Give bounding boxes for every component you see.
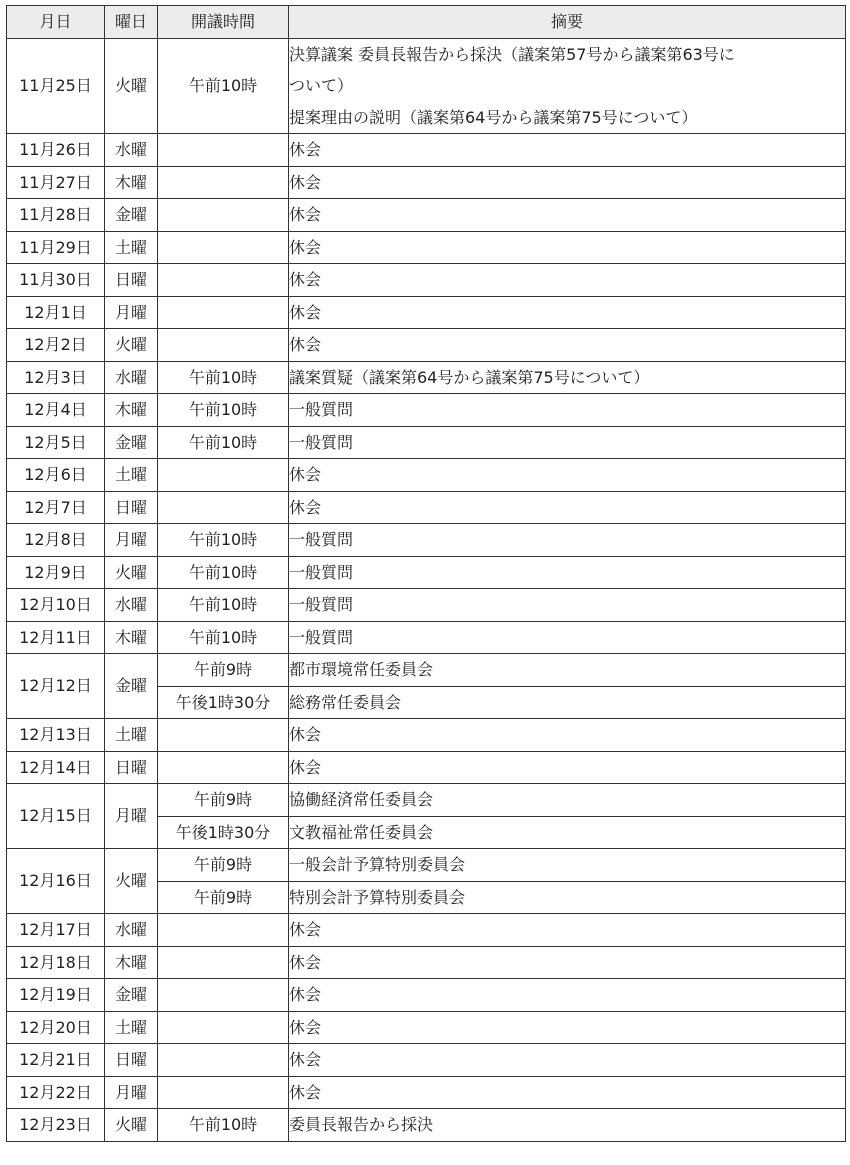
session-schedule-table	[6, 5, 846, 1142]
table-row	[7, 296, 846, 329]
date-cell: 12月9日	[7, 556, 105, 589]
date-cell: 11月26日	[7, 134, 105, 167]
time-cell: 午前10時	[158, 621, 289, 654]
header-row	[7, 6, 846, 39]
time-cell	[158, 231, 289, 264]
table-row	[7, 719, 846, 752]
summary-cell	[289, 784, 846, 817]
date-cell: 12月20日	[7, 1011, 105, 1044]
table-row	[7, 426, 846, 459]
summary-line: 一般質問	[289, 400, 354, 419]
summary-cell	[289, 394, 846, 427]
table-row	[7, 199, 846, 232]
weekday-cell: 火曜	[105, 556, 158, 589]
time-cell	[158, 979, 289, 1012]
weekday-cell: 水曜	[105, 134, 158, 167]
table-row	[7, 524, 846, 557]
summary-line: 一般質問	[289, 562, 354, 582]
summary-line: 都市環境常任委員会	[289, 660, 434, 679]
time-cell	[158, 719, 289, 752]
weekday-cell: 水曜	[105, 361, 158, 394]
time-cell: 午前10時	[158, 524, 289, 557]
date-cell: 12月17日	[7, 914, 105, 947]
summary-line: 一般質問	[289, 530, 354, 549]
date-cell: 12月23日	[7, 1109, 105, 1142]
date-cell: 12月11日	[7, 621, 105, 654]
time-cell: 午後1時30分	[158, 686, 289, 719]
weekday-cell: 月曜	[105, 1076, 158, 1109]
weekday-cell: 土曜	[105, 1011, 158, 1044]
date-cell: 12月4日	[7, 394, 105, 427]
time-cell: 午前10時	[158, 38, 289, 134]
summary-cell	[289, 686, 846, 719]
summary-cell	[289, 1044, 846, 1077]
header-summary: 摘要	[289, 6, 846, 39]
summary-line: 休会	[289, 952, 322, 972]
date-cell: 12月6日	[7, 459, 105, 492]
time-cell: 午前9時	[158, 654, 289, 687]
table-row	[7, 361, 846, 394]
header-date: 月日	[7, 6, 105, 39]
date-cell: 11月29日	[7, 231, 105, 264]
table-row	[7, 621, 846, 654]
table-row	[7, 784, 846, 817]
time-cell: 午前9時	[158, 784, 289, 817]
date-cell: 12月19日	[7, 979, 105, 1012]
summary-line: 議案質疑（議案第64号から議案第75号について）	[289, 367, 650, 387]
weekday-cell: 月曜	[105, 524, 158, 557]
weekday-cell: 土曜	[105, 459, 158, 492]
summary-cell	[289, 296, 846, 329]
summary-cell	[289, 361, 846, 394]
time-cell: 午前10時	[158, 556, 289, 589]
weekday-cell: 日曜	[105, 264, 158, 297]
date-cell: 11月28日	[7, 199, 105, 232]
time-cell: 午前10時	[158, 589, 289, 622]
summary-line: 文教福祉常任委員会	[289, 822, 434, 842]
table-row	[7, 166, 846, 199]
summary-cell	[289, 914, 846, 947]
weekday-cell: 土曜	[105, 719, 158, 752]
summary-cell	[289, 816, 846, 849]
time-cell	[158, 751, 289, 784]
table-row	[7, 231, 846, 264]
weekday-cell: 木曜	[105, 394, 158, 427]
table-row	[7, 1109, 846, 1142]
date-cell: 11月25日	[7, 38, 105, 134]
table-row	[7, 1011, 846, 1044]
summary-line: 協働経済常任委員会	[289, 790, 434, 809]
time-cell	[158, 264, 289, 297]
time-cell	[158, 1011, 289, 1044]
table-row	[7, 751, 846, 784]
table-row	[7, 654, 846, 687]
table-row	[7, 38, 846, 134]
summary-line: 一般質問	[289, 432, 354, 452]
weekday-cell: 火曜	[105, 849, 158, 914]
weekday-cell: 木曜	[105, 621, 158, 654]
summary-cell	[289, 1109, 846, 1142]
weekday-cell: 水曜	[105, 589, 158, 622]
summary-cell	[289, 1076, 846, 1109]
date-cell: 12月8日	[7, 524, 105, 557]
summary-line: 休会	[289, 270, 322, 289]
date-cell: 12月10日	[7, 589, 105, 622]
summary-cell	[289, 264, 846, 297]
weekday-cell: 金曜	[105, 426, 158, 459]
summary-cell	[289, 1011, 846, 1044]
date-cell: 12月7日	[7, 491, 105, 524]
date-cell: 12月22日	[7, 1076, 105, 1109]
time-cell: 午前10時	[158, 361, 289, 394]
summary-cell	[289, 589, 846, 622]
header-time: 開議時間	[158, 6, 289, 39]
schedule-body	[7, 38, 846, 1141]
summary-line: 休会	[289, 302, 322, 322]
summary-cell	[289, 426, 846, 459]
time-cell	[158, 1044, 289, 1077]
summary-line: 一般質問	[289, 595, 354, 614]
summary-line: 休会	[289, 1082, 322, 1102]
summary-line: 休会	[289, 920, 322, 939]
time-cell	[158, 459, 289, 492]
summary-line: 休会	[289, 1017, 322, 1037]
weekday-cell: 土曜	[105, 231, 158, 264]
table-row	[7, 556, 846, 589]
date-cell: 12月15日	[7, 784, 105, 849]
weekday-cell: 月曜	[105, 784, 158, 849]
date-cell: 12月21日	[7, 1044, 105, 1077]
summary-line: 特別会計予算特別委員会	[289, 887, 466, 907]
table-row	[7, 849, 846, 882]
table-row	[7, 491, 846, 524]
summary-line: 休会	[289, 985, 322, 1004]
weekday-cell: 木曜	[105, 946, 158, 979]
summary-cell	[289, 524, 846, 557]
summary-cell	[289, 38, 846, 134]
time-cell	[158, 329, 289, 362]
date-cell: 12月5日	[7, 426, 105, 459]
summary-cell	[289, 134, 846, 167]
weekday-cell: 金曜	[105, 199, 158, 232]
table-row	[7, 1044, 846, 1077]
time-cell	[158, 1076, 289, 1109]
weekday-cell: 火曜	[105, 329, 158, 362]
summary-cell	[289, 849, 846, 882]
time-cell: 午前9時	[158, 881, 289, 914]
table-row	[7, 134, 846, 167]
summary-line: 休会	[289, 497, 322, 517]
summary-cell	[289, 946, 846, 979]
header-weekday: 曜日	[105, 6, 158, 39]
weekday-cell: 水曜	[105, 914, 158, 947]
table-row	[7, 459, 846, 492]
time-cell: 午後1時30分	[158, 816, 289, 849]
summary-cell	[289, 621, 846, 654]
summary-line: 決算議案 委員長報告から採決（議案第57号から議案第63号に	[289, 44, 735, 64]
time-cell	[158, 166, 289, 199]
time-cell: 午前9時	[158, 849, 289, 882]
summary-cell	[289, 199, 846, 232]
table-row	[7, 979, 846, 1012]
summary-cell	[289, 556, 846, 589]
summary-cell	[289, 751, 846, 784]
time-cell: 午前10時	[158, 426, 289, 459]
date-cell: 12月2日	[7, 329, 105, 362]
table-row	[7, 1076, 846, 1109]
summary-line: 提案理由の説明（議案第64号から議案第75号について）	[289, 107, 698, 127]
summary-line: 委員長報告から採決	[289, 1115, 434, 1134]
summary-line: 休会	[289, 1050, 322, 1069]
weekday-cell: 金曜	[105, 979, 158, 1012]
weekday-cell: 日曜	[105, 1044, 158, 1077]
date-cell: 12月1日	[7, 296, 105, 329]
time-cell: 午前10時	[158, 394, 289, 427]
summary-line: 休会	[289, 205, 322, 224]
table-row	[7, 264, 846, 297]
summary-line: 休会	[289, 237, 322, 257]
summary-cell	[289, 166, 846, 199]
weekday-cell: 月曜	[105, 296, 158, 329]
time-cell	[158, 946, 289, 979]
weekday-cell: 日曜	[105, 491, 158, 524]
weekday-cell: 金曜	[105, 654, 158, 719]
summary-cell	[289, 329, 846, 362]
weekday-cell: 日曜	[105, 751, 158, 784]
date-cell: 12月12日	[7, 654, 105, 719]
time-cell	[158, 296, 289, 329]
summary-line: ついて）	[289, 76, 354, 95]
time-cell	[158, 199, 289, 232]
time-cell: 午前10時	[158, 1109, 289, 1142]
summary-cell	[289, 491, 846, 524]
time-cell	[158, 491, 289, 524]
summary-line: 休会	[289, 335, 322, 354]
summary-cell	[289, 719, 846, 752]
weekday-cell: 火曜	[105, 38, 158, 134]
date-cell: 12月18日	[7, 946, 105, 979]
date-cell: 12月13日	[7, 719, 105, 752]
summary-line: 休会	[289, 465, 322, 484]
summary-line: 休会	[289, 140, 322, 159]
date-cell: 12月16日	[7, 849, 105, 914]
table-row	[7, 329, 846, 362]
summary-line: 一般会計予算特別委員会	[289, 855, 466, 874]
summary-cell	[289, 881, 846, 914]
summary-cell	[289, 979, 846, 1012]
weekday-cell: 火曜	[105, 1109, 158, 1142]
time-cell	[158, 914, 289, 947]
table-row	[7, 394, 846, 427]
summary-line: 総務常任委員会	[289, 692, 402, 712]
summary-line: 休会	[289, 172, 322, 192]
summary-cell	[289, 654, 846, 687]
weekday-cell: 木曜	[105, 166, 158, 199]
date-cell: 12月3日	[7, 361, 105, 394]
table-row	[7, 914, 846, 947]
time-cell	[158, 134, 289, 167]
summary-line: 休会	[289, 725, 322, 744]
summary-line: 休会	[289, 757, 322, 777]
table-row	[7, 946, 846, 979]
date-cell: 11月30日	[7, 264, 105, 297]
summary-cell	[289, 459, 846, 492]
date-cell: 11月27日	[7, 166, 105, 199]
date-cell: 12月14日	[7, 751, 105, 784]
table-row	[7, 589, 846, 622]
summary-line: 一般質問	[289, 627, 354, 647]
summary-cell	[289, 231, 846, 264]
